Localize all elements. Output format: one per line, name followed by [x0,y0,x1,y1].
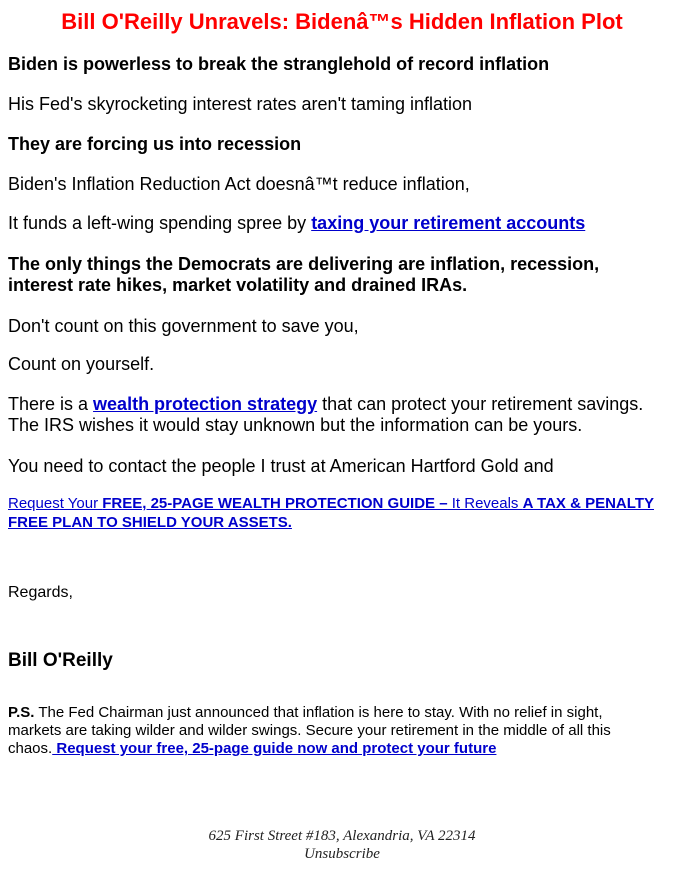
paragraph-powerless: Biden is powerless to break the stranglehold of record inflation [8,54,550,74]
spending-spree-text: It funds a left-wing spending spree by [8,213,312,233]
regards: Regards, [8,584,73,601]
paragraph-wealth-strategy [8,394,678,436]
footer [0,827,684,863]
signature: Bill O'Reilly [8,650,113,671]
paragraph-inflation-act: Biden's Inflation Reduction Act doesnâ™t reduce inflation, [8,174,470,194]
wealth-strategy-pre: There is a [8,394,94,414]
wealth-strategy-post: that can protect your retirement savings. [317,394,644,414]
wealth-strategy-line-2: The IRS wishes it would stay unknown but the information can be yours. [8,415,583,435]
democrats-line-1: The only things the Democrats are delivering are inflation, recession, [8,254,600,274]
cta-part-2: FREE, 25-PAGE WEALTH PROTECTION GUIDE – [102,495,448,512]
ps-text: The Fed Chairman just announced that inflation is here to stay. With no relief in sight, markets are taking wilder and wilder swings. Secure your retirement in the middle of all this chaos. [8,704,611,757]
paragraph-count-yourself: Count on yourself. [8,354,155,374]
ps-label: P.S. [8,704,35,721]
cta-part-3: It Reveals [447,495,523,512]
paragraph-contact: You need to contact the people I trust at American Hartford Gold and [8,456,554,476]
paragraph-spending-spree [8,213,678,234]
headline: Bill O'Reilly Unravels: Bidenâ™s Hidden Inflation Plot [61,9,623,34]
ps-guide-link[interactable]: Request your free, 25-page guide now and protect your future [52,740,497,757]
cta-part-4: A TAX & PENALTY FREE PLAN TO SHIELD YOUR ASSETS. [8,495,654,531]
wealth-guide-link[interactable] [8,495,654,531]
paragraph-dont-count: Don't count on this government to save you, [8,316,359,336]
paragraph-fed-rates: His Fed's skyrocketing interest rates aren't taming inflation [8,94,473,114]
unsubscribe-link[interactable]: Unsubscribe [304,846,380,862]
paragraph-democrats [8,254,678,296]
democrats-line-2: interest rate hikes, market volatility and drained IRAs. [8,275,468,295]
wealth-protection-strategy-link[interactable]: wealth protection strategy [93,394,318,414]
cta-part-1: Request Your [8,495,103,512]
wealth-strategy-line-1 [8,394,678,415]
footer-address: 625 First Street #183, Alexandria, VA 22314 [208,828,476,844]
postscript [8,704,658,758]
paragraph-recession: They are forcing us into recession [8,134,302,154]
wealth-guide-cta [8,494,678,532]
taxing-retirement-link[interactable]: taxing your retirement accounts [311,213,586,233]
